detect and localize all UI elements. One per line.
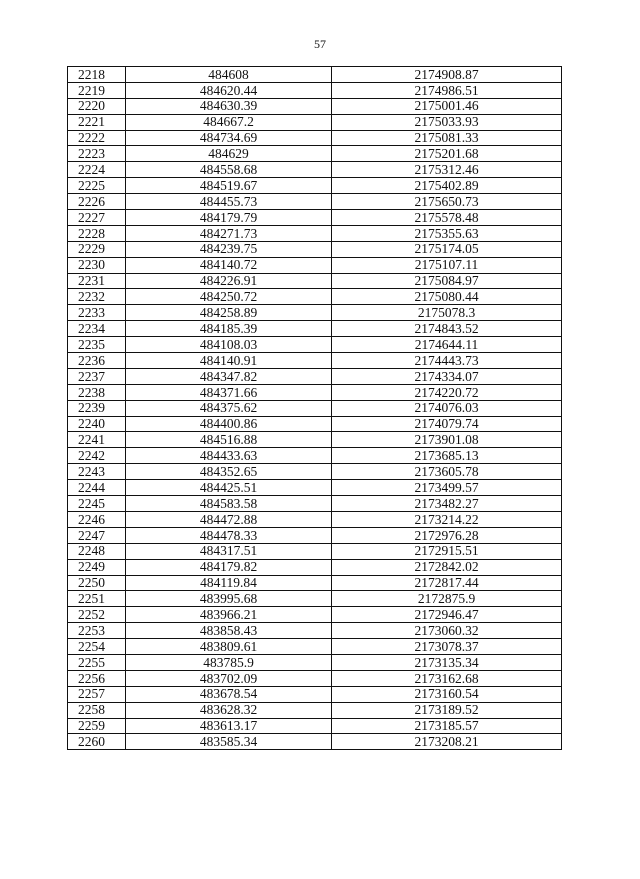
table-row [68, 273, 562, 289]
point-number-cell: 2253 [68, 623, 126, 639]
x-coordinate-cell: 483678.54 [126, 686, 332, 702]
x-coordinate-cell: 484317.51 [126, 543, 332, 559]
table-row [68, 321, 562, 337]
x-coordinate-cell: 484271.73 [126, 225, 332, 241]
x-coordinate-cell: 484425.51 [126, 480, 332, 496]
point-number-cell: 2260 [68, 734, 126, 750]
y-coordinate-cell: 2173482.27 [332, 496, 562, 512]
x-coordinate-cell: 484734.69 [126, 130, 332, 146]
table-row [68, 527, 562, 543]
point-number-cell: 2244 [68, 480, 126, 496]
x-coordinate-cell: 483995.68 [126, 591, 332, 607]
table-row [68, 384, 562, 400]
x-coordinate-cell: 484179.82 [126, 559, 332, 575]
y-coordinate-cell: 2172875.9 [332, 591, 562, 607]
coordinates-table [67, 66, 562, 750]
point-number-cell: 2222 [68, 130, 126, 146]
x-coordinate-cell: 484119.84 [126, 575, 332, 591]
table-row [68, 368, 562, 384]
point-number-cell: 2227 [68, 210, 126, 226]
x-coordinate-cell: 484352.65 [126, 464, 332, 480]
page-number: 57 [314, 37, 326, 51]
x-coordinate-cell: 484478.33 [126, 527, 332, 543]
y-coordinate-cell: 2173214.22 [332, 511, 562, 527]
y-coordinate-cell: 2175174.05 [332, 241, 562, 257]
x-coordinate-cell: 484258.89 [126, 305, 332, 321]
x-coordinate-cell: 483966.21 [126, 607, 332, 623]
table-row [68, 257, 562, 273]
x-coordinate-cell: 484630.39 [126, 98, 332, 114]
y-coordinate-cell: 2172817.44 [332, 575, 562, 591]
x-coordinate-cell: 484239.75 [126, 241, 332, 257]
y-coordinate-cell: 2175078.3 [332, 305, 562, 321]
y-coordinate-cell: 2172915.51 [332, 543, 562, 559]
y-coordinate-cell: 2175033.93 [332, 114, 562, 130]
y-coordinate-cell: 2172842.02 [332, 559, 562, 575]
point-number-cell: 2233 [68, 305, 126, 321]
point-number-cell: 2231 [68, 273, 126, 289]
x-coordinate-cell: 483858.43 [126, 623, 332, 639]
x-coordinate-cell: 484375.62 [126, 400, 332, 416]
x-coordinate-cell: 483585.34 [126, 734, 332, 750]
table-row [68, 178, 562, 194]
table-row [68, 575, 562, 591]
table-row [68, 511, 562, 527]
point-number-cell: 2218 [68, 67, 126, 83]
y-coordinate-cell: 2175578.48 [332, 210, 562, 226]
y-coordinate-cell: 2173901.08 [332, 432, 562, 448]
point-number-cell: 2256 [68, 670, 126, 686]
x-coordinate-cell: 484608 [126, 67, 332, 83]
x-coordinate-cell: 484433.63 [126, 448, 332, 464]
y-coordinate-cell: 2173208.21 [332, 734, 562, 750]
table-row [68, 305, 562, 321]
table-row [68, 686, 562, 702]
point-number-cell: 2230 [68, 257, 126, 273]
x-coordinate-cell: 484516.88 [126, 432, 332, 448]
x-coordinate-cell: 484347.82 [126, 368, 332, 384]
table-row [68, 114, 562, 130]
table-row [68, 353, 562, 369]
x-coordinate-cell: 484629 [126, 146, 332, 162]
x-coordinate-cell: 483613.17 [126, 718, 332, 734]
y-coordinate-cell: 2175355.63 [332, 225, 562, 241]
point-number-cell: 2226 [68, 194, 126, 210]
table-row [68, 416, 562, 432]
y-coordinate-cell: 2175650.73 [332, 194, 562, 210]
point-number-cell: 2257 [68, 686, 126, 702]
y-coordinate-cell: 2174334.07 [332, 368, 562, 384]
y-coordinate-cell: 2175312.46 [332, 162, 562, 178]
y-coordinate-cell: 2173078.37 [332, 639, 562, 655]
y-coordinate-cell: 2174986.51 [332, 82, 562, 98]
table-row [68, 225, 562, 241]
point-number-cell: 2245 [68, 496, 126, 512]
table-row [68, 67, 562, 83]
y-coordinate-cell: 2175201.68 [332, 146, 562, 162]
x-coordinate-cell: 484400.86 [126, 416, 332, 432]
table-row [68, 194, 562, 210]
y-coordinate-cell: 2175081.33 [332, 130, 562, 146]
point-number-cell: 2234 [68, 321, 126, 337]
y-coordinate-cell: 2175001.46 [332, 98, 562, 114]
point-number-cell: 2240 [68, 416, 126, 432]
table-row [68, 210, 562, 226]
point-number-cell: 2219 [68, 82, 126, 98]
table-row [68, 670, 562, 686]
y-coordinate-cell: 2174644.11 [332, 337, 562, 353]
table-row [68, 734, 562, 750]
point-number-cell: 2252 [68, 607, 126, 623]
point-number-cell: 2237 [68, 368, 126, 384]
table-row [68, 702, 562, 718]
x-coordinate-cell: 484140.72 [126, 257, 332, 273]
table-row [68, 146, 562, 162]
x-coordinate-cell: 484519.67 [126, 178, 332, 194]
x-coordinate-cell: 483702.09 [126, 670, 332, 686]
table-row [68, 718, 562, 734]
table-row [68, 543, 562, 559]
y-coordinate-cell: 2172946.47 [332, 607, 562, 623]
x-coordinate-cell: 484472.88 [126, 511, 332, 527]
table-row [68, 607, 562, 623]
point-number-cell: 2236 [68, 353, 126, 369]
point-number-cell: 2258 [68, 702, 126, 718]
point-number-cell: 2251 [68, 591, 126, 607]
y-coordinate-cell: 2174443.73 [332, 353, 562, 369]
point-number-cell: 2235 [68, 337, 126, 353]
y-coordinate-cell: 2174076.03 [332, 400, 562, 416]
x-coordinate-cell: 484620.44 [126, 82, 332, 98]
y-coordinate-cell: 2173160.54 [332, 686, 562, 702]
x-coordinate-cell: 484185.39 [126, 321, 332, 337]
y-coordinate-cell: 2175402.89 [332, 178, 562, 194]
x-coordinate-cell: 484583.58 [126, 496, 332, 512]
point-number-cell: 2239 [68, 400, 126, 416]
point-number-cell: 2255 [68, 654, 126, 670]
point-number-cell: 2221 [68, 114, 126, 130]
table-row [68, 591, 562, 607]
point-number-cell: 2248 [68, 543, 126, 559]
table-row [68, 559, 562, 575]
y-coordinate-cell: 2173685.13 [332, 448, 562, 464]
point-number-cell: 2250 [68, 575, 126, 591]
y-coordinate-cell: 2173185.57 [332, 718, 562, 734]
y-coordinate-cell: 2174220.72 [332, 384, 562, 400]
y-coordinate-cell: 2175107.11 [332, 257, 562, 273]
point-number-cell: 2241 [68, 432, 126, 448]
point-number-cell: 2224 [68, 162, 126, 178]
table-body [68, 67, 562, 750]
point-number-cell: 2243 [68, 464, 126, 480]
y-coordinate-cell: 2172976.28 [332, 527, 562, 543]
point-number-cell: 2242 [68, 448, 126, 464]
y-coordinate-cell: 2174079.74 [332, 416, 562, 432]
table-row [68, 82, 562, 98]
table-row [68, 432, 562, 448]
x-coordinate-cell: 484108.03 [126, 337, 332, 353]
x-coordinate-cell: 484667.2 [126, 114, 332, 130]
point-number-cell: 2259 [68, 718, 126, 734]
x-coordinate-cell: 484226.91 [126, 273, 332, 289]
y-coordinate-cell: 2173189.52 [332, 702, 562, 718]
point-number-cell: 2246 [68, 511, 126, 527]
x-coordinate-cell: 484455.73 [126, 194, 332, 210]
y-coordinate-cell: 2173605.78 [332, 464, 562, 480]
point-number-cell: 2247 [68, 527, 126, 543]
table-row [68, 654, 562, 670]
x-coordinate-cell: 484371.66 [126, 384, 332, 400]
x-coordinate-cell: 484179.79 [126, 210, 332, 226]
point-number-cell: 2249 [68, 559, 126, 575]
table-row [68, 98, 562, 114]
point-number-cell: 2254 [68, 639, 126, 655]
point-number-cell: 2225 [68, 178, 126, 194]
point-number-cell: 2232 [68, 289, 126, 305]
table-row [68, 464, 562, 480]
point-number-cell: 2229 [68, 241, 126, 257]
table-row [68, 400, 562, 416]
table-row [68, 241, 562, 257]
y-coordinate-cell: 2174908.87 [332, 67, 562, 83]
x-coordinate-cell: 484140.91 [126, 353, 332, 369]
y-coordinate-cell: 2173060.32 [332, 623, 562, 639]
x-coordinate-cell: 483785.9 [126, 654, 332, 670]
x-coordinate-cell: 483809.61 [126, 639, 332, 655]
y-coordinate-cell: 2174843.52 [332, 321, 562, 337]
table-row [68, 480, 562, 496]
point-number-cell: 2228 [68, 225, 126, 241]
y-coordinate-cell: 2175080.44 [332, 289, 562, 305]
table-row [68, 496, 562, 512]
table-row [68, 289, 562, 305]
table-row [68, 337, 562, 353]
table-row [68, 639, 562, 655]
point-number-cell: 2220 [68, 98, 126, 114]
y-coordinate-cell: 2173499.57 [332, 480, 562, 496]
table-row [68, 130, 562, 146]
y-coordinate-cell: 2173135.34 [332, 654, 562, 670]
y-coordinate-cell: 2175084.97 [332, 273, 562, 289]
y-coordinate-cell: 2173162.68 [332, 670, 562, 686]
x-coordinate-cell: 483628.32 [126, 702, 332, 718]
table-row [68, 162, 562, 178]
x-coordinate-cell: 484250.72 [126, 289, 332, 305]
table-row [68, 623, 562, 639]
x-coordinate-cell: 484558.68 [126, 162, 332, 178]
point-number-cell: 2238 [68, 384, 126, 400]
table-row [68, 448, 562, 464]
point-number-cell: 2223 [68, 146, 126, 162]
